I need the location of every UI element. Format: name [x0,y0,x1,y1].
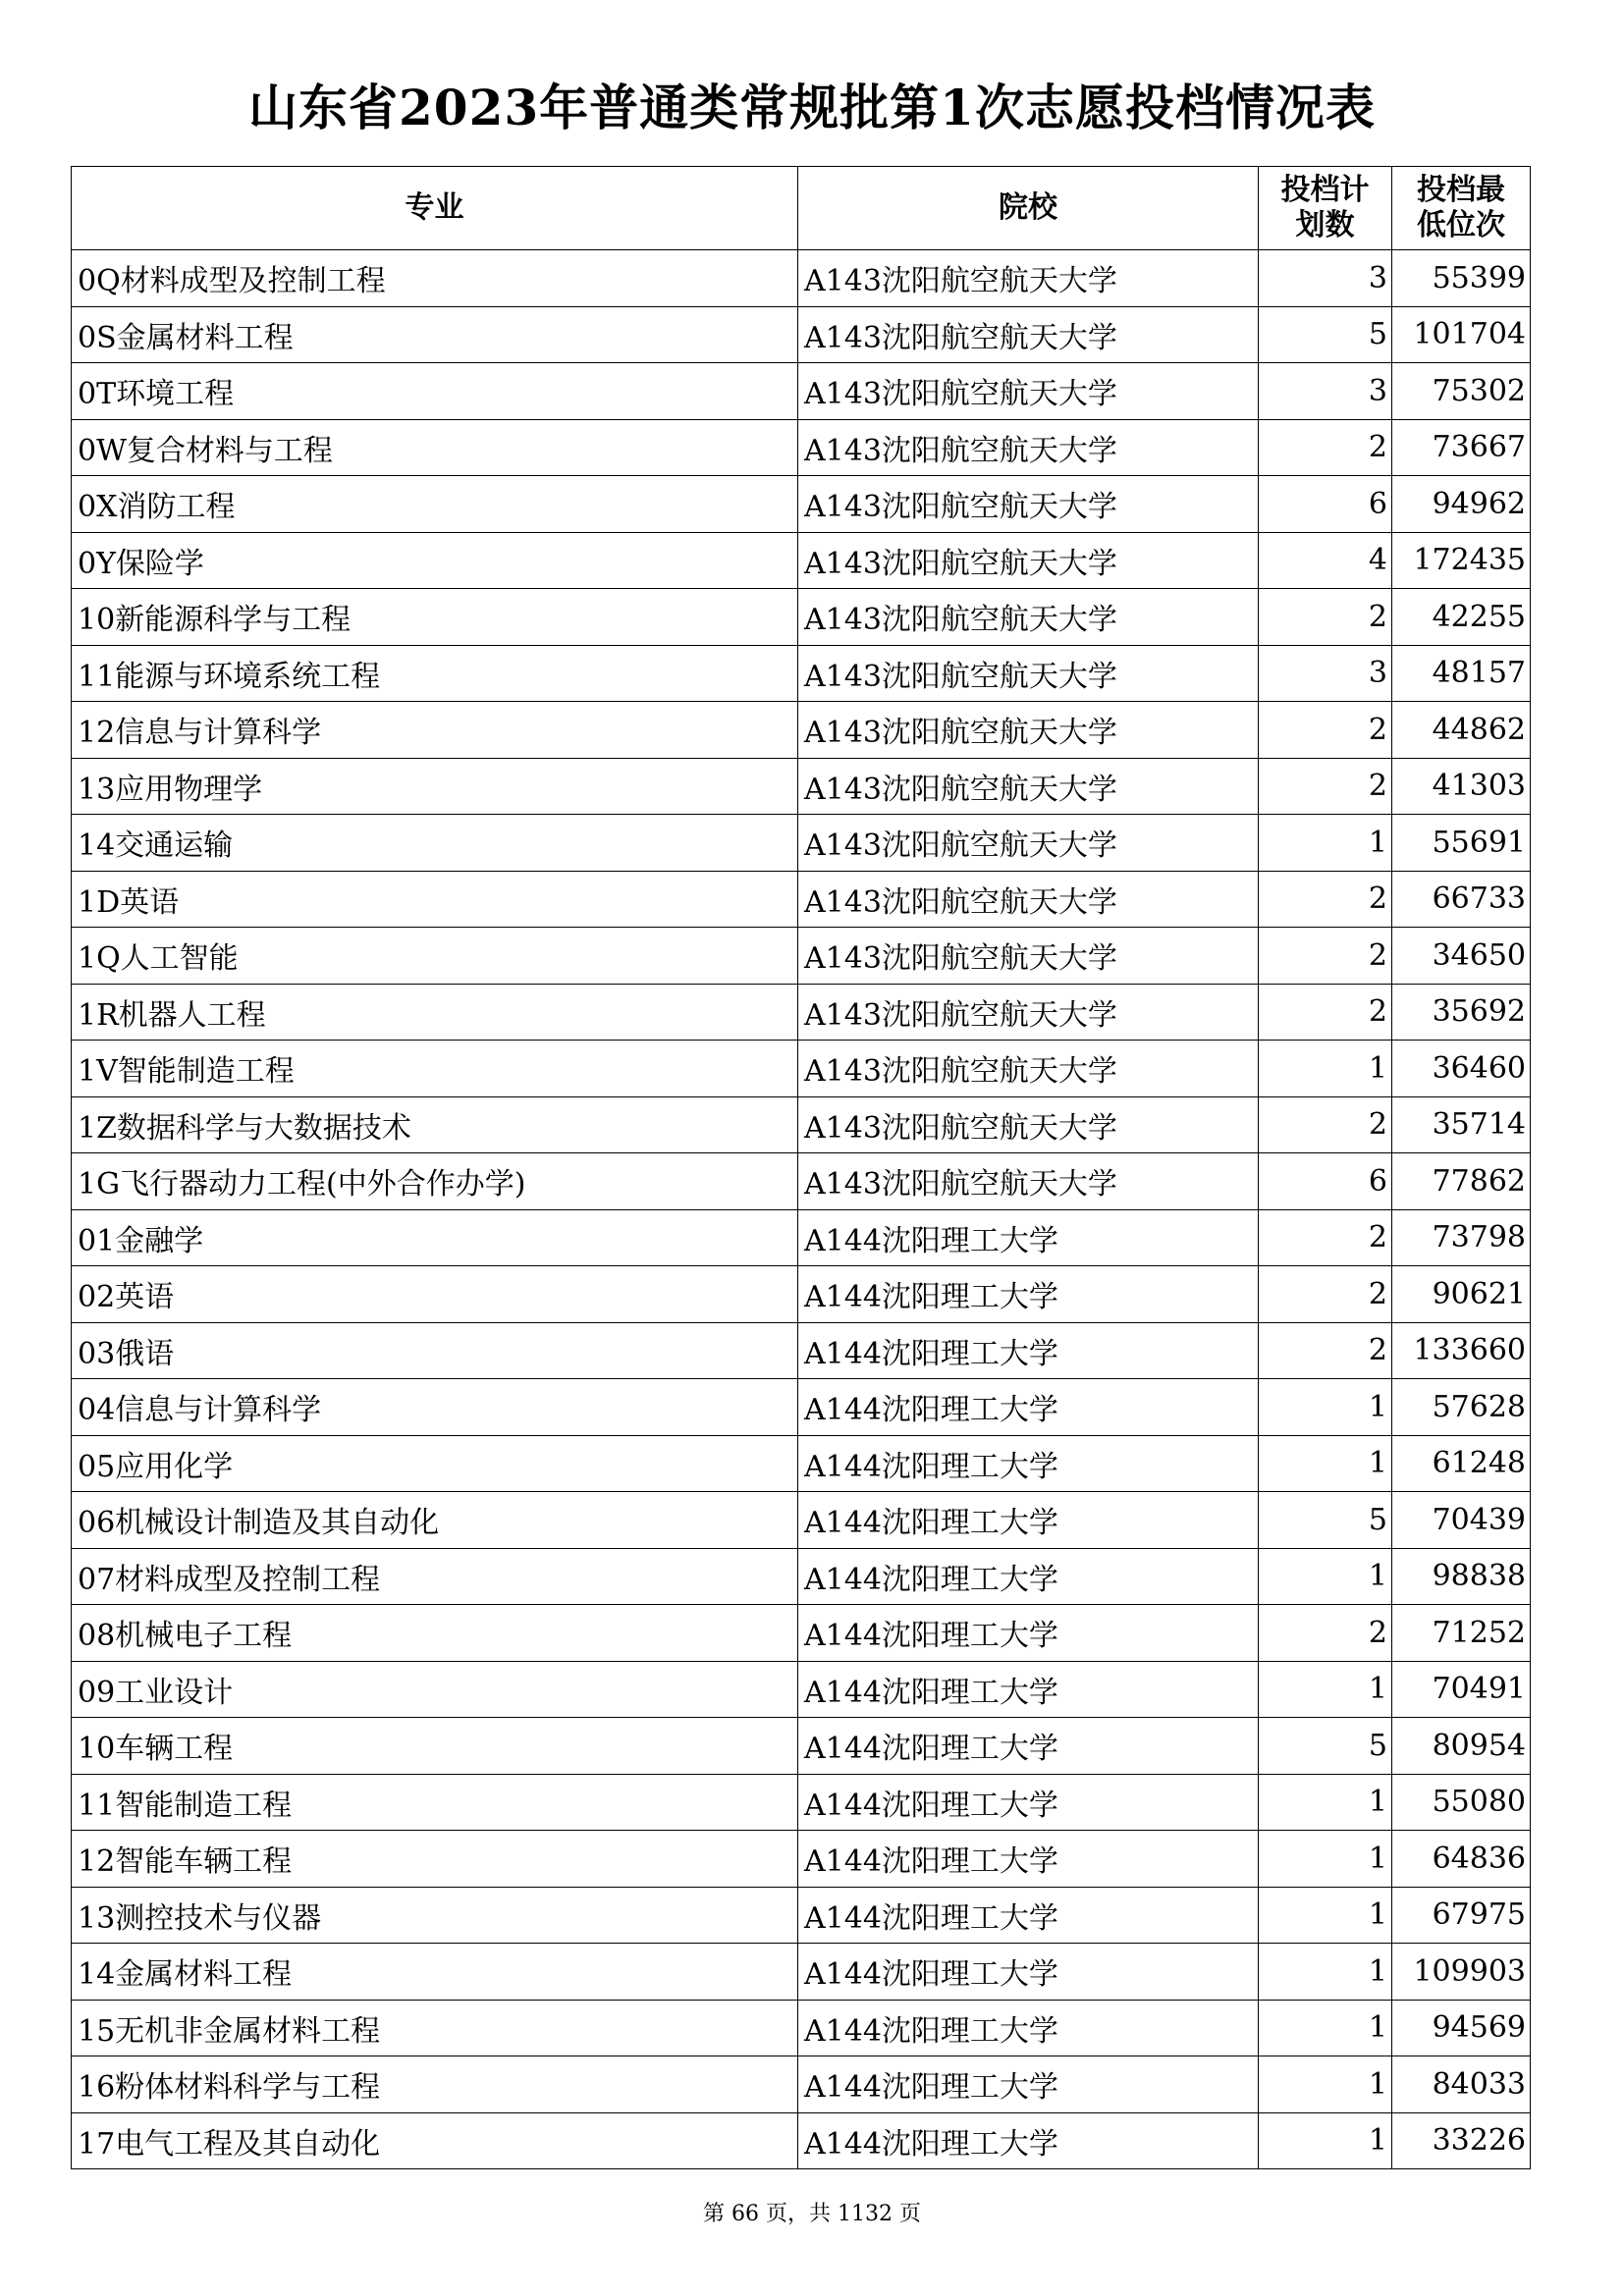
cell-major: 15无机非金属材料工程 [72,2000,798,2056]
cell-school: A144沈阳理工大学 [798,1774,1259,1831]
cell-plan: 1 [1259,1887,1392,1944]
cell-school: A143沈阳航空航天大学 [798,702,1259,759]
cell-school: A144沈阳理工大学 [798,1492,1259,1549]
cell-rank: 84033 [1392,2056,1531,2113]
cell-major: 0Y保险学 [72,532,798,589]
cell-major: 1R机器人工程 [72,984,798,1041]
cell-rank: 77862 [1392,1153,1531,1210]
cell-major: 11能源与环境系统工程 [72,645,798,702]
cell-school: A143沈阳航空航天大学 [798,476,1259,533]
cell-school: A144沈阳理工大学 [798,1209,1259,1266]
cell-major: 12信息与计算科学 [72,702,798,759]
cell-plan: 2 [1259,928,1392,985]
cell-plan: 1 [1259,2112,1392,2169]
cell-major: 13测控技术与仪器 [72,1887,798,1944]
cell-major: 12智能车辆工程 [72,1831,798,1888]
cell-major: 09工业设计 [72,1661,798,1718]
table-row [72,1209,1531,1266]
cell-plan: 2 [1259,1605,1392,1662]
header-school: 院校 [798,167,1259,250]
cell-plan: 3 [1259,250,1392,307]
page-footer: 第 66 页，共 1132 页 [703,2202,921,2226]
cell-school: A144沈阳理工大学 [798,1379,1259,1436]
table-row [72,1322,1531,1379]
cell-plan: 2 [1259,589,1392,646]
cell-rank: 94962 [1392,476,1531,533]
header-rank [1392,167,1531,250]
cell-rank: 98838 [1392,1548,1531,1605]
cell-school: A144沈阳理工大学 [798,1605,1259,1662]
cell-major: 0T环境工程 [72,363,798,420]
cell-major: 0S金属材料工程 [72,306,798,363]
table-row [72,419,1531,476]
cell-rank: 75302 [1392,363,1531,420]
cell-rank: 48157 [1392,645,1531,702]
cell-school: A143沈阳航空航天大学 [798,419,1259,476]
cell-major: 1D英语 [72,871,798,928]
table-row [72,1831,1531,1888]
cell-rank: 61248 [1392,1435,1531,1492]
cell-school: A143沈阳航空航天大学 [798,1096,1259,1153]
cell-rank: 70491 [1392,1661,1531,1718]
cell-plan: 6 [1259,1153,1392,1210]
cell-school: A143沈阳航空航天大学 [798,363,1259,420]
cell-rank: 71252 [1392,1605,1531,1662]
cell-plan: 1 [1259,1944,1392,2001]
cell-school: A143沈阳航空航天大学 [798,645,1259,702]
header-rank-line2: 低位次 [1417,208,1505,242]
cell-plan: 1 [1259,2000,1392,2056]
cell-major: 1Z数据科学与大数据技术 [72,1096,798,1153]
cell-rank: 66733 [1392,871,1531,928]
table-row [72,928,1531,985]
table-row [72,250,1531,307]
table-row [72,589,1531,646]
cell-plan: 1 [1259,1379,1392,1436]
cell-rank: 33226 [1392,2112,1531,2169]
table-row [72,984,1531,1041]
table-row [72,702,1531,759]
cell-school: A143沈阳航空航天大学 [798,984,1259,1041]
cell-rank: 73667 [1392,419,1531,476]
cell-plan: 5 [1259,1492,1392,1549]
table-row [72,532,1531,589]
cell-rank: 90621 [1392,1266,1531,1323]
table-row [72,1887,1531,1944]
cell-plan: 1 [1259,1041,1392,1097]
table-row [72,1096,1531,1153]
cell-school: A143沈阳航空航天大学 [798,532,1259,589]
cell-major: 0X消防工程 [72,476,798,533]
cell-plan: 2 [1259,1322,1392,1379]
cell-rank: 101704 [1392,306,1531,363]
table-row [72,1548,1531,1605]
cell-school: A143沈阳航空航天大学 [798,306,1259,363]
cell-major: 11智能制造工程 [72,1774,798,1831]
table-row [72,1041,1531,1097]
table-row [72,1774,1531,1831]
cell-rank: 42255 [1392,589,1531,646]
table-row [72,1605,1531,1662]
table-row [72,1718,1531,1775]
cell-major: 01金融学 [72,1209,798,1266]
table-row [72,1661,1531,1718]
table-row [72,815,1531,872]
cell-school: A144沈阳理工大学 [798,1887,1259,1944]
cell-plan: 1 [1259,1548,1392,1605]
cell-major: 1V智能制造工程 [72,1041,798,1097]
cell-major: 13应用物理学 [72,758,798,815]
cell-plan: 4 [1259,532,1392,589]
cell-rank: 70439 [1392,1492,1531,1549]
table-row [72,1435,1531,1492]
cell-plan: 2 [1259,1209,1392,1266]
cell-plan: 3 [1259,645,1392,702]
cell-school: A144沈阳理工大学 [798,1718,1259,1775]
cell-rank: 55080 [1392,1774,1531,1831]
cell-rank: 73798 [1392,1209,1531,1266]
cell-rank: 67975 [1392,1887,1531,1944]
cell-major: 08机械电子工程 [72,1605,798,1662]
table-row [72,871,1531,928]
cell-plan: 1 [1259,1774,1392,1831]
cell-major: 14金属材料工程 [72,1944,798,2001]
cell-plan: 2 [1259,1266,1392,1323]
cell-plan: 1 [1259,815,1392,872]
table-row [72,645,1531,702]
cell-major: 02英语 [72,1266,798,1323]
cell-plan: 6 [1259,476,1392,533]
cell-rank: 57628 [1392,1379,1531,1436]
cell-major: 10车辆工程 [72,1718,798,1775]
header-major: 专业 [72,167,798,250]
table-row [72,476,1531,533]
table-body [72,250,1531,2169]
cell-school: A144沈阳理工大学 [798,2000,1259,2056]
cell-major: 17电气工程及其自动化 [72,2112,798,2169]
cell-school: A143沈阳航空航天大学 [798,589,1259,646]
cell-major: 07材料成型及控制工程 [72,1548,798,1605]
cell-major: 0W复合材料与工程 [72,419,798,476]
table-header-row [72,167,1531,250]
table-row [72,2112,1531,2169]
cell-major: 04信息与计算科学 [72,1379,798,1436]
cell-rank: 172435 [1392,532,1531,589]
cell-rank: 94569 [1392,2000,1531,2056]
header-plan [1259,167,1392,250]
table-row [72,1492,1531,1549]
cell-plan: 5 [1259,306,1392,363]
cell-school: A144沈阳理工大学 [798,1548,1259,1605]
cell-major: 0Q材料成型及控制工程 [72,250,798,307]
cell-plan: 1 [1259,1831,1392,1888]
table-row [72,1944,1531,2001]
cell-school: A143沈阳航空航天大学 [798,928,1259,985]
cell-school: A143沈阳航空航天大学 [798,758,1259,815]
cell-school: A144沈阳理工大学 [798,1661,1259,1718]
header-rank-line1: 投档最 [1417,173,1505,207]
cell-school: A144沈阳理工大学 [798,1435,1259,1492]
header-plan-line1: 投档计 [1280,173,1370,207]
cell-rank: 34650 [1392,928,1531,985]
cell-major: 16粉体材料科学与工程 [72,2056,798,2113]
cell-school: A144沈阳理工大学 [798,1266,1259,1323]
cell-rank: 133660 [1392,1322,1531,1379]
cell-plan: 2 [1259,871,1392,928]
cell-plan: 1 [1259,2056,1392,2113]
cell-major: 14交通运输 [72,815,798,872]
cell-school: A143沈阳航空航天大学 [798,1041,1259,1097]
cell-rank: 35714 [1392,1096,1531,1153]
cell-school: A144沈阳理工大学 [798,1831,1259,1888]
page-title: 山东省2023年普通类常规批第1次志愿投档情况表 [248,79,1376,136]
cell-major: 05应用化学 [72,1435,798,1492]
cell-school: A143沈阳航空航天大学 [798,1153,1259,1210]
cell-school: A144沈阳理工大学 [798,2112,1259,2169]
cell-major: 10新能源科学与工程 [72,589,798,646]
cell-major: 03俄语 [72,1322,798,1379]
cell-plan: 1 [1259,1435,1392,1492]
cell-plan: 2 [1259,702,1392,759]
cell-rank: 41303 [1392,758,1531,815]
admission-table [71,166,1531,2169]
table-row [72,363,1531,420]
cell-major: 06机械设计制造及其自动化 [72,1492,798,1549]
cell-school: A144沈阳理工大学 [798,2056,1259,2113]
cell-rank: 35692 [1392,984,1531,1041]
cell-school: A144沈阳理工大学 [798,1322,1259,1379]
cell-plan: 2 [1259,984,1392,1041]
cell-rank: 44862 [1392,702,1531,759]
table-row [72,1266,1531,1323]
cell-plan: 2 [1259,419,1392,476]
cell-rank: 80954 [1392,1718,1531,1775]
cell-school: A143沈阳航空航天大学 [798,871,1259,928]
table-row [72,1153,1531,1210]
cell-school: A143沈阳航空航天大学 [798,815,1259,872]
cell-major: 1G飞行器动力工程(中外合作办学) [72,1153,798,1210]
cell-school: A144沈阳理工大学 [798,1944,1259,2001]
table-row [72,2000,1531,2056]
table-row [72,1379,1531,1436]
cell-plan: 3 [1259,363,1392,420]
cell-major: 1Q人工智能 [72,928,798,985]
table-row [72,758,1531,815]
cell-rank: 109903 [1392,1944,1531,2001]
cell-school: A143沈阳航空航天大学 [798,250,1259,307]
cell-plan: 1 [1259,1661,1392,1718]
cell-rank: 36460 [1392,1041,1531,1097]
cell-plan: 2 [1259,1096,1392,1153]
table-row [72,2056,1531,2113]
cell-plan: 5 [1259,1718,1392,1775]
cell-rank: 55399 [1392,250,1531,307]
table-row [72,306,1531,363]
cell-rank: 64836 [1392,1831,1531,1888]
cell-rank: 55691 [1392,815,1531,872]
cell-plan: 2 [1259,758,1392,815]
header-plan-line2: 划数 [1295,208,1355,242]
